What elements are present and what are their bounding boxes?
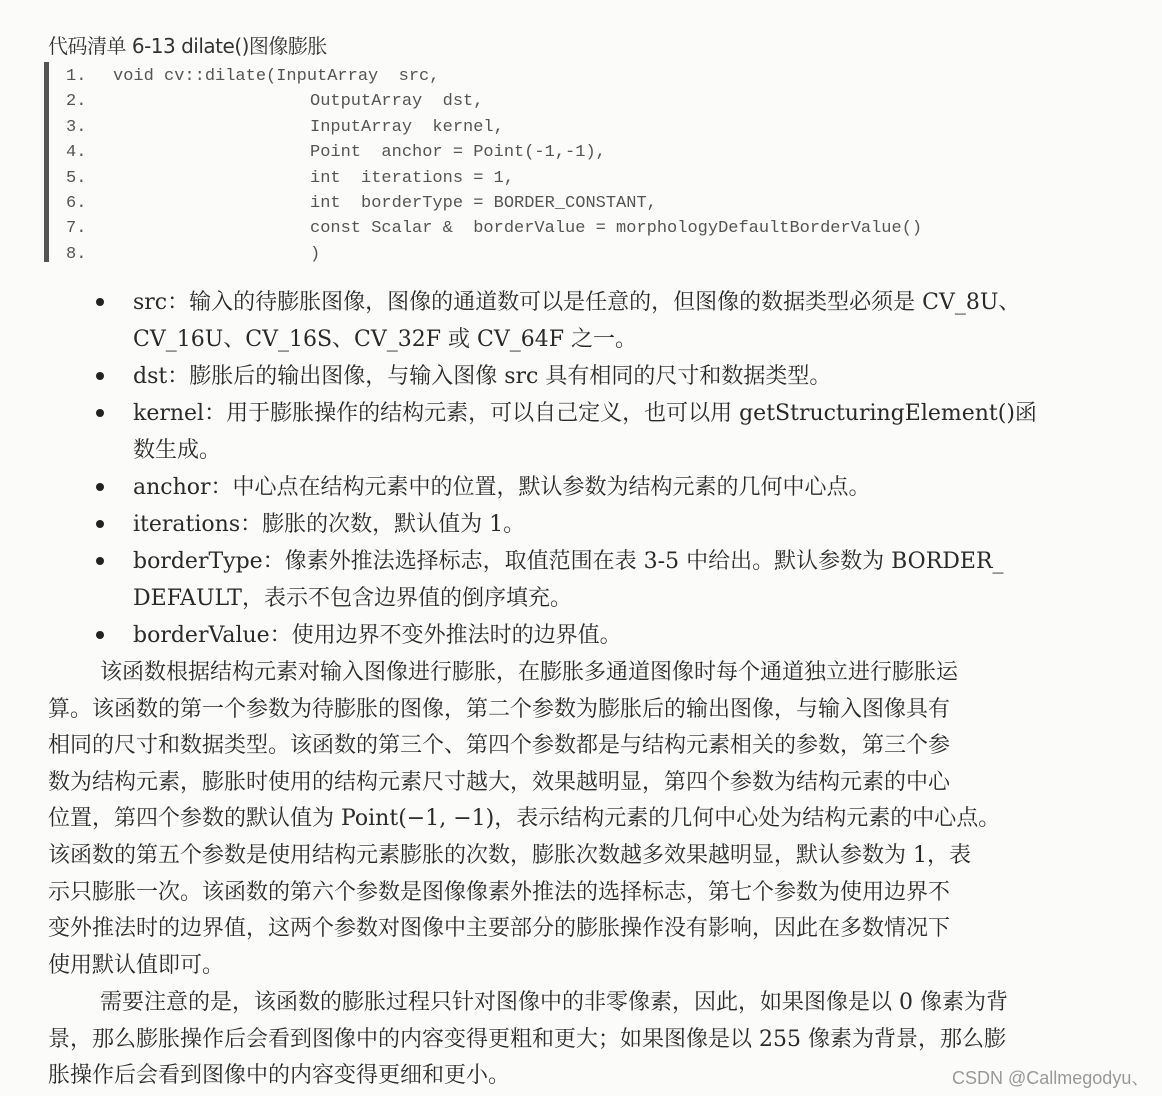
code-block-bar [44,62,49,262]
list-item-text: src：输入的待膨胀图像，图像的通道数可以是任意的，但图像的数据类型必须是 CV_8U、 [133,290,1021,315]
code-text: Point anchor = Point(-1,-1), [310,143,606,163]
list-item-text: DEFAULT，表示不包含边界值的倒序填充。 [133,586,572,611]
paragraph-line: 该函数根据结构元素对输入图像进行膨胀，在膨胀多通道图像时每个通道独立进行膨胀运 [100,660,959,685]
list-item [96,395,1037,469]
paragraph-line: 该函数的第五个参数是使用结构元素膨胀的次数，膨胀次数越多效果越明显，默认参数为 1，表 [48,842,971,868]
list-item-text: iterations：膨胀的次数，默认值为 1。 [133,512,526,537]
paragraph-line: 相同的尺寸和数据类型。该函数的第三个、第四个参数都是与结构元素相关的参数，第三个参 [48,733,951,759]
list-item [96,617,1037,654]
code-line [66,191,657,216]
code-block [66,64,923,267]
list-item-text: CV_16U、CV_16S、CV_32F 或 CV_64F 之一。 [133,327,637,352]
paragraph-line: 数为结构元素，膨胀时使用的结构元素尺寸越大，效果越明显，第四个参数为结构元素的中心 [48,769,951,795]
paragraph-line: 景，那么膨胀操作后会看到图像中的内容变得更粗和更大；如果图像是以 255 像素为背景，那么膨 [48,1026,1006,1052]
code-line [66,140,606,165]
code-line [66,166,515,191]
paragraph-line: 变外推法时的边界值，这两个参数对图像中主要部分的膨胀操作没有影响，因此在多数情况下 [48,916,951,942]
list-item [96,506,1037,543]
list-item-text: borderValue：使用边界不变外推法时的边界值。 [133,623,622,648]
list-item-text: dst：膨胀后的输出图像，与输入图像 src 具有相同的尺寸和数据类型。 [133,364,832,389]
list-item-text: borderType：像素外推法选择标志，取值范围在表 3-5 中给出。默认参数为 BORDER_ [133,549,1004,574]
line-number: 6. [66,193,87,213]
line-number: 8. [66,244,87,264]
paragraph-1 [48,655,1000,984]
bullet-icon [96,557,104,565]
paragraph-line: 示只膨胀一次。该函数的第六个参数是图像像素外推法的选择标志，第七个参数为使用边界不 [48,879,951,905]
code-listing-title: 代码清单 6-13 dilate()图像膨胀 [48,34,327,58]
code-line [66,115,504,140]
code-text: OutputArray dst, [310,92,484,112]
line-number: 1. [66,67,87,86]
code-text: int borderType = BORDER_CONSTANT, [310,193,657,213]
code-line [66,216,923,241]
code-line [66,64,440,89]
paragraph-line: 需要注意的是，该函数的膨胀过程只针对图像中的非零像素，因此，如果图像是以 0 像素为背 [100,990,1008,1015]
paragraph-2 [48,985,1008,1095]
code-text: ) [310,244,321,264]
paragraph-line: 使用默认值即可。 [48,952,225,978]
code-text: void cv::dilate(InputArray src, [113,67,440,86]
parameter-list [96,284,1037,654]
line-number: 7. [66,219,87,239]
bullet-icon [96,483,104,491]
bullet-icon [96,520,104,528]
list-item-text: kernel：用于膨胀操作的结构元素，可以自己定义，也可以用 getStructuringElement()函 [133,401,1037,426]
bullet-icon [96,372,104,380]
line-number: 4. [66,143,87,163]
list-item [96,469,1037,506]
bullet-icon [96,409,104,417]
list-item [96,543,1037,617]
line-number: 5. [66,168,87,188]
list-item [96,358,1037,395]
list-item-text: 数生成。 [133,438,222,463]
paragraph-line: 胀操作后会看到图像中的内容变得更细和更小。 [48,1063,511,1089]
watermark: CSDN @Callmegodyu、 [952,1068,1150,1088]
code-text: const Scalar & borderValue = morphologyDefaultBorderValue() [310,219,923,239]
code-text: int iterations = 1, [310,168,515,188]
line-number: 3. [66,117,87,137]
list-item [96,284,1037,358]
line-number: 2. [66,92,87,112]
code-line [66,242,321,267]
paragraph-line: 算。该函数的第一个参数为待膨胀的图像，第二个参数为膨胀后的输出图像，与输入图像具有 [48,696,951,722]
list-item-text: anchor：中心点在结构元素中的位置，默认参数为结构元素的几何中心点。 [133,475,871,500]
code-text: InputArray kernel, [310,117,504,137]
code-line [66,89,484,114]
paragraph-line: 位置，第四个参数的默认值为 Point(−1, −1)，表示结构元素的几何中心处为结构元素的中心点。 [48,806,1001,832]
bullet-icon [96,298,104,306]
bullet-icon [96,631,104,639]
